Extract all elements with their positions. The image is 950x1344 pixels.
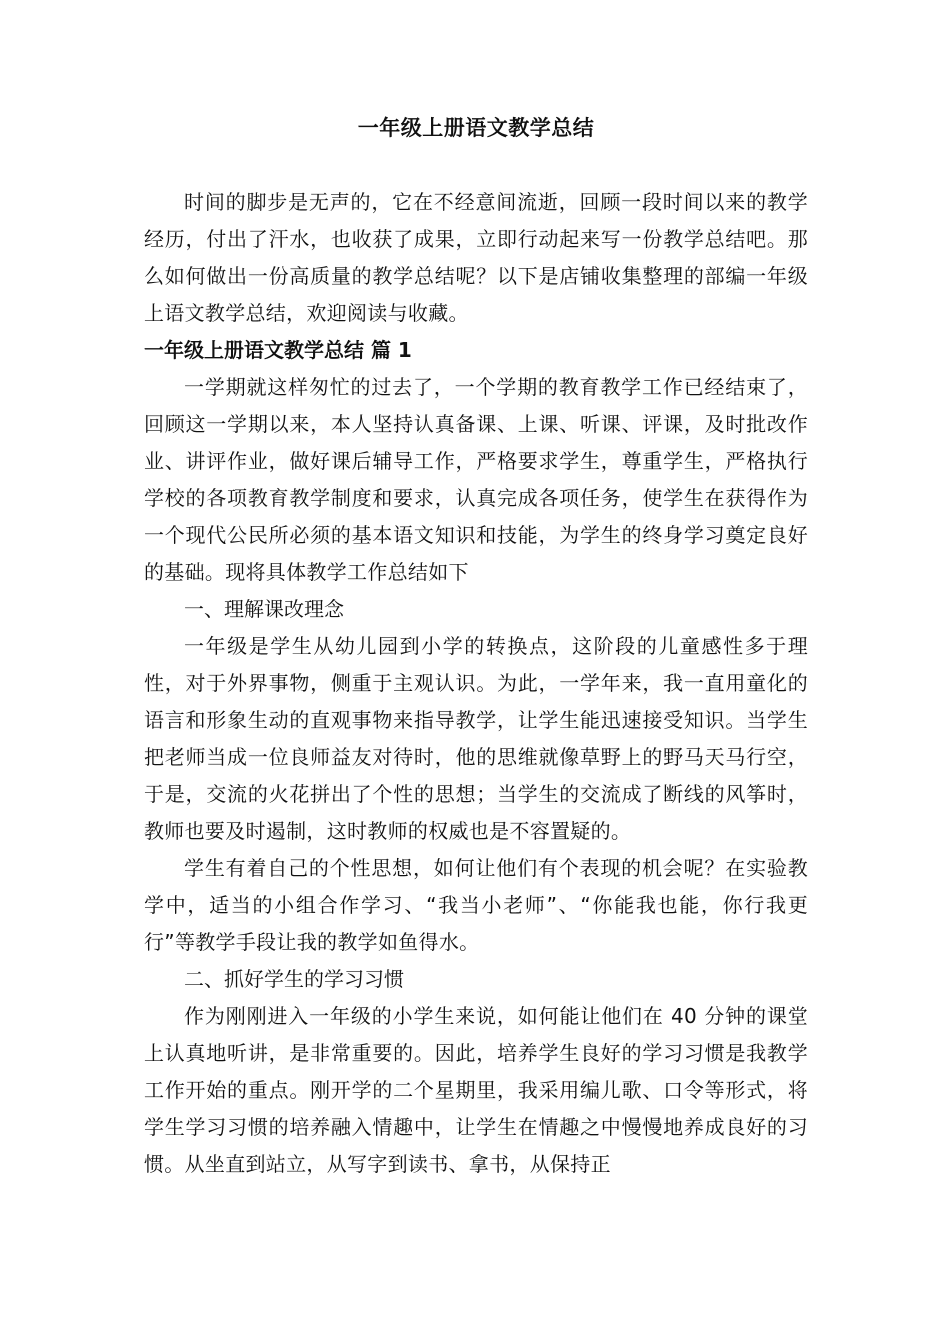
document-page: [144, 112, 808, 1183]
section-paragraph: 一学期就这样匆忙的过去了，一个学期的教育教学工作已经结束了，回顾这一学期以来，本人坚持认真备课、上课、听课、评课，及时批改作业、讲评作业，做好课后辅导工作，严格要求学生，尊重学生，严格执行学校的各项教育教学制度和要求，认真完成各项任务，使学生在获得作为一个现代公民所必须的基本语文知识和技能，为学生的终身学习奠定良好的基础。现将具体教学工作总结如下: [144, 375, 808, 584]
subheading-study-habits: 二、抓好学生的学习习惯: [184, 967, 404, 991]
subheading-understand-reform: 一、理解课改理念: [184, 597, 344, 621]
intro-paragraph: 时间的脚步是无声的，它在不经意间流逝，回顾一段时间以来的教学经历，付出了汗水，也收获了成果，立即行动起来写一份教学总结吧。那么如何做出一份高质量的教学总结呢？以下是店铺收集整理的部编一年级上语文教学总结，欢迎阅读与收藏。: [144, 190, 808, 325]
paragraph-reform-1: 一年级是学生从幼儿园到小学的转换点，这阶段的儿童感性多于理性，对于外界事物，侧重于主观认识。为此，一学年来，我一直用童化的语言和形象生动的直观事物来指导教学，让学生能迅速接受知识。当学生把老师当成一位良师益友对待时，他的思维就像草野上的野马天马行空，于是，交流的火花拼出了个性的思想；当学生的交流成了断线的风筝时，教师也要及时遏制，这时教师的权威也是不容置疑的。: [144, 634, 808, 843]
section-heading: 一年级上册语文教学总结 篇 1: [144, 338, 412, 362]
paragraph-habits-1: 作为刚刚进入一年级的小学生来说，如何能让他们在 40 分钟的课堂上认真地听讲，是非常重要的。因此，培养学生良好的学习习惯是我教学工作开始的重点。刚开学的二个星期里，我采用编儿歌、口令等形式，将学生学习习惯的培养融入情趣中，让学生在情趣之中慢慢地养成良好的习惯。从坐直到站立，从写字到读书、拿书，从保持正: [144, 1004, 808, 1176]
paragraph-reform-2: 学生有着自己的个性思想，如何让他们有个表现的机会呢？在实验教学中，适当的小组合作学习、“我当小老师”、“你能我也能，你行我更行”等教学手段让我的教学如鱼得水。: [144, 856, 808, 954]
document-title: 一年级上册语文教学总结: [357, 116, 595, 140]
